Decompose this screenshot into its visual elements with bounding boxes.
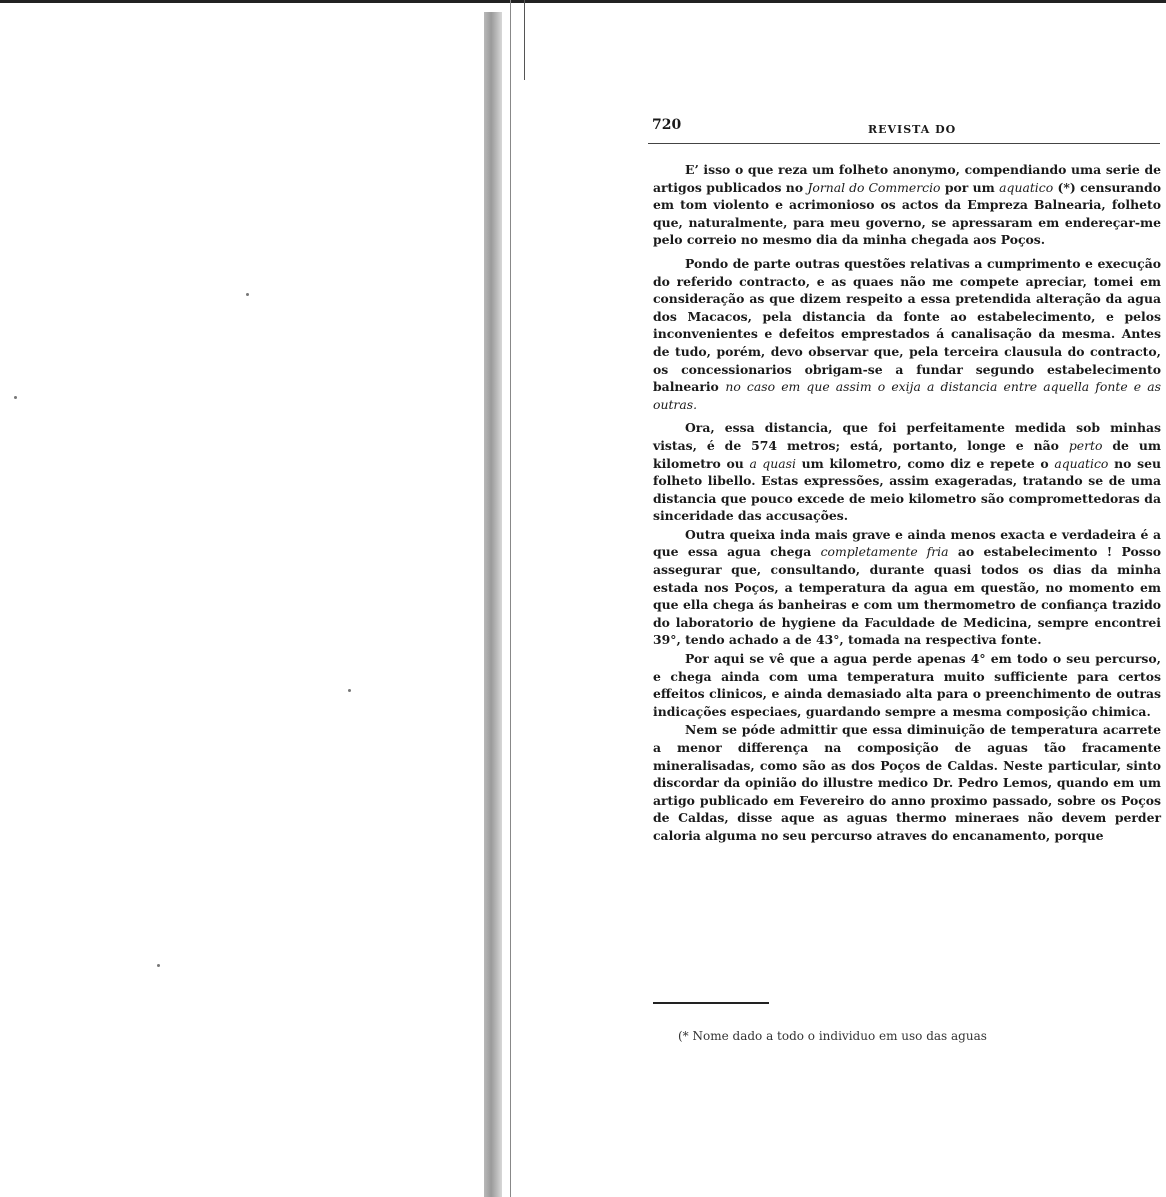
text-run: ao estabelecimento ! Posso assegurar que, consultando, durante quasi todos os dias da minha estada nos Poços, a temperatura da agua em questão, no momento em que ella chega ás banheiras e com um thermometro de confiança trazido do laboratorio de hygiene da Faculdade de Medicina, sempre encontrei 39°, tendo achado a de 43°, tomada na respectiva fonte.	[653, 544, 1161, 648]
gutter-edge-line	[510, 0, 511, 1197]
paragraph	[653, 419, 1161, 525]
journal-title: REVISTA DO	[868, 123, 957, 136]
text-run: Outra queixa inda mais grave e ainda menos exacta e verdadeira é a que essa agua chega	[653, 526, 1161, 560]
text-run: Nem se póde admittir que essa diminuição de temperatura acarrete a menor differença na composição de aguas tão fracamente mineralisadas, como são as dos Poços de Caldas. Neste particular, sinto discordar da opinião do illustre medico Dr. Pedro Lemos, quando em um artigo publicado em Fevereiro do anno proximo passado, sobre os Poços de Caldas, disse aque as aguas thermo mineraes não devem perder caloria alguma no seu percurso atraves do encanamento, porque	[653, 722, 1161, 843]
right-page	[530, 3, 1166, 1197]
paragraph	[653, 526, 1161, 649]
paragraph	[653, 161, 1161, 249]
text-run: E’ isso o que reza um folheto anonymo, compendiando uma serie de artigos publicados no	[653, 162, 1161, 195]
paragraph	[653, 255, 1161, 413]
italic-text: Jornal do Commercio	[807, 179, 941, 195]
text-run: um kilometro, como diz e repete o	[795, 455, 1055, 471]
page-number: 720	[652, 117, 682, 133]
text-run: Por aqui se vê que a agua perde apenas 4° em todo o seu percurso, e chega ainda com uma temperatura muito sufficiente para certos effeitos clinicos, e ainda demasiado alta para o preenchimento de outras indicações especiaes, guardando sempre a mesma composição chimica.	[653, 651, 1161, 719]
text-run: no seu folheto libello. Estas expressões, assim exageradas, tratando se de uma distancia que pouco excede de meio kilometro são compromettedoras da sinceridade das accusações.	[653, 455, 1161, 524]
paragraph	[653, 721, 1161, 844]
text-run: por um	[940, 179, 1000, 195]
text-run: Ora, essa distancia, que foi perfeitamente medida sob minhas vistas, é de 574 metros; está, portanto, longe e não	[653, 420, 1161, 453]
paper-speck	[14, 396, 17, 399]
paper-speck	[348, 689, 351, 692]
italic-text: aquatico	[999, 179, 1054, 195]
text-run: Pondo de parte outras questões relativas a cumprimento e execução do referido contracto, e as quaes não me compete apreciar, tomei em consideração as que dizem respeito a essa pretendida alteração da agua dos Macacos, pela distancia da fonte ao estabelecimento, e pelos inconvenientes e defeitos emprestados á canalisação da mesma. Antes de tudo, porém, devo observar que, pela terceira clausula do contracto, os concessionarios obrigam-se a fundar segundo estabelecimento balneario	[653, 255, 1161, 395]
left-blank-page	[0, 3, 490, 1197]
italic-text: aquatico	[1054, 455, 1109, 471]
running-head	[648, 113, 1160, 144]
body-text	[653, 161, 1161, 851]
footnote: (* Nome dado a todo o individuo em uso das aguas	[678, 1029, 987, 1043]
text-run: (*) censurando em tom violento e acrimonioso os actos da Empreza Balnearia, folheto que, naturalmente, para meu governo, se apressaram em endereçar-me pelo correio no mesmo dia da minha chegada aos Poços.	[653, 179, 1161, 248]
footnote-rule	[653, 1002, 769, 1004]
gutter-edge-line	[524, 0, 525, 80]
book-gutter	[484, 12, 502, 1197]
italic-text: no caso em que assim o exija a distancia entre aquella fonte e as outras.	[653, 379, 1161, 412]
paragraph	[653, 650, 1161, 720]
paper-speck	[157, 964, 160, 967]
italic-text: a quasi	[749, 455, 796, 471]
italic-text: perto	[1068, 437, 1103, 453]
text-run: de um kilometro ou	[653, 437, 1161, 471]
paper-speck	[246, 293, 249, 296]
italic-text: completamente fria	[820, 544, 949, 560]
